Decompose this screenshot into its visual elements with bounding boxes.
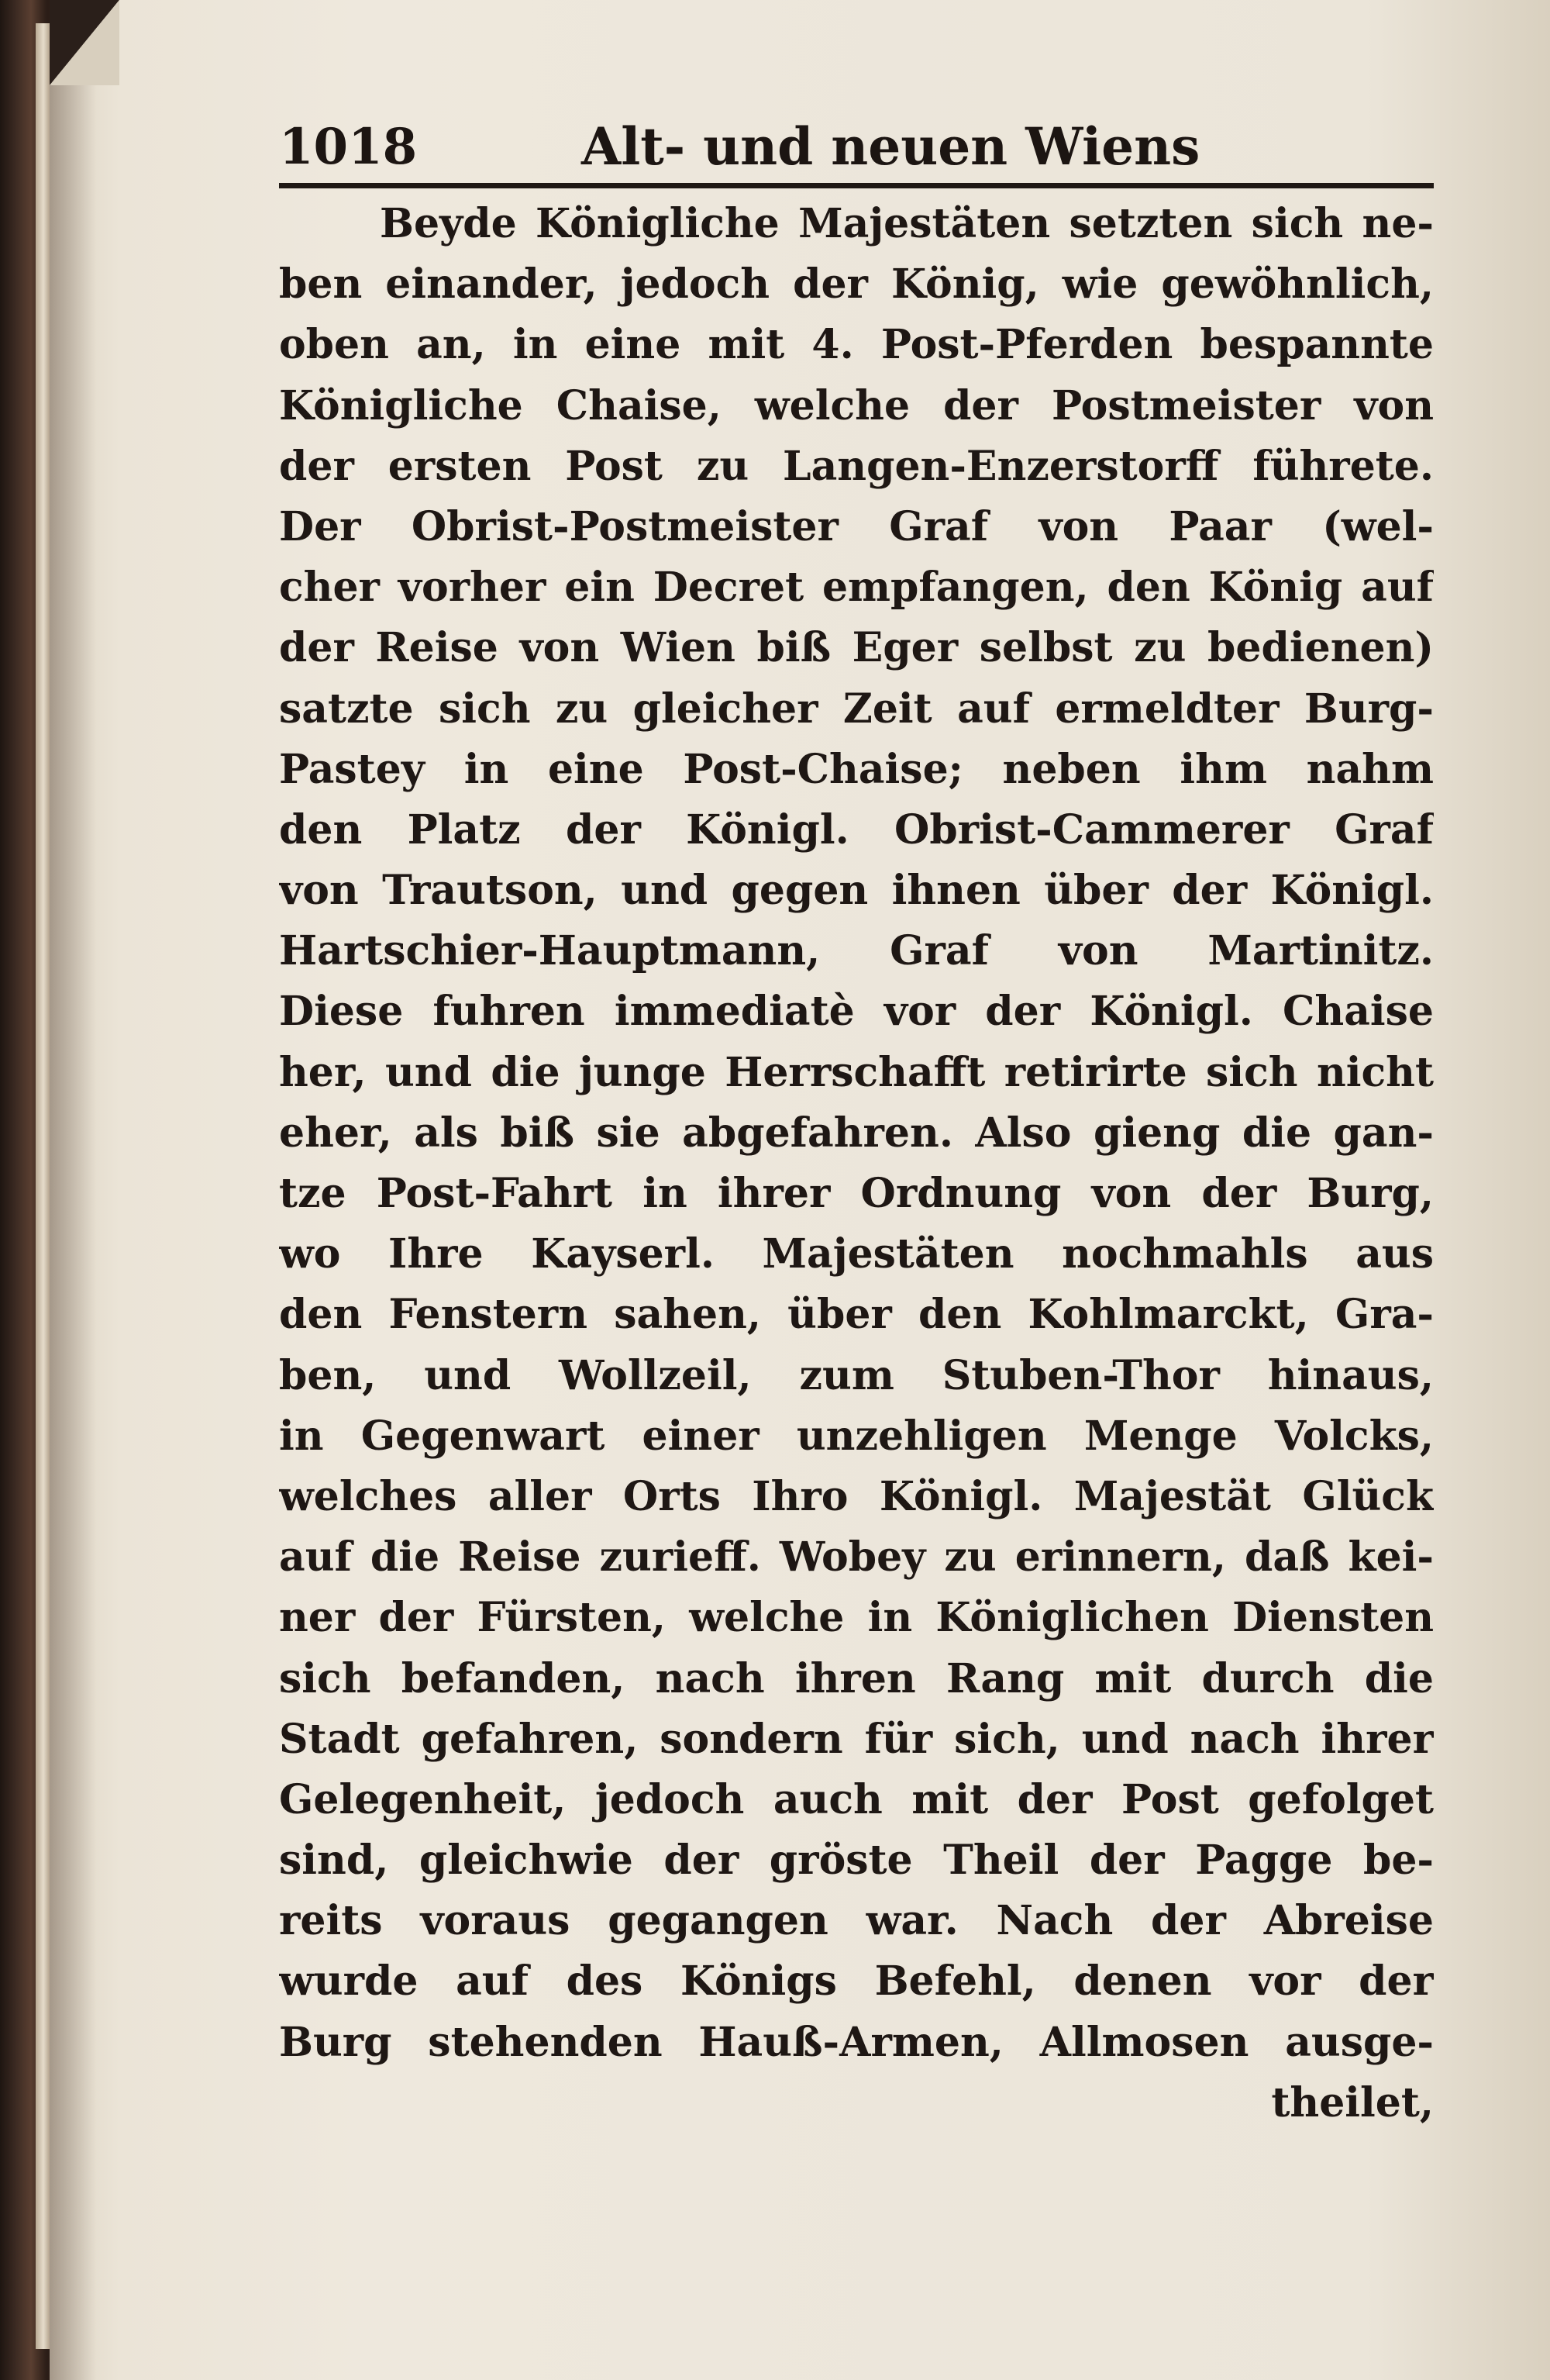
text-line: her, und die junge Herrschafft retirirte sich nicht bbox=[279, 1048, 1434, 1096]
text-line: den Platz der Königl. Obrist-Cammerer Graf bbox=[279, 805, 1434, 854]
text-line: reits voraus gegangen war. Nach der Abreise bbox=[279, 1897, 1434, 1945]
text-line: tze Post-Fahrt in ihrer Ordnung von der Burg, bbox=[279, 1170, 1434, 1217]
body-text bbox=[279, 194, 1434, 2133]
text-line: von Trautson, und gegen ihnen über der Königl. bbox=[279, 867, 1434, 915]
text-line: Hartschier-Hauptmann, Graf von Martinitz. bbox=[279, 927, 1434, 975]
text-line: Burg stehenden Hauß-Armen, Allmosen ausge- bbox=[279, 2018, 1434, 2066]
text-line: auf die Reise zurieff. Wobey zu erinnern, daß kei- bbox=[279, 1533, 1434, 1581]
text-line: satzte sich zu gleicher Zeit auf ermeldter Burg- bbox=[279, 685, 1434, 733]
text-line: Gelegenheit, jedoch auch mit der Post gefolget bbox=[279, 1775, 1434, 1823]
text-line: oben an, in eine mit 4. Post-Pferden bespannte bbox=[279, 321, 1434, 369]
text-line: in Gegenwart einer unzehligen Menge Volcks, bbox=[279, 1412, 1434, 1460]
text-line: ben einander, jedoch der König, wie gewöhnlich, bbox=[279, 260, 1434, 309]
page-header bbox=[279, 107, 1434, 185]
text-line: der ersten Post zu Langen-Enzerstorff führete. bbox=[279, 442, 1434, 490]
text-line: wurde auf des Königs Befehl, denen vor der bbox=[279, 1957, 1434, 2006]
text-line: sich befanden, nach ihren Rang mit durch die bbox=[279, 1654, 1434, 1702]
text-line: Königliche Chaise, welche der Postmeister von bbox=[279, 381, 1434, 429]
text-line: Beyde Königliche Majestäten setzten sich ne- bbox=[380, 200, 1434, 247]
text-line: welches aller Orts Ihro Königl. Majestät Glück bbox=[279, 1472, 1434, 1520]
text-line: ner der Fürsten, welche in Königlichen Diensten bbox=[279, 1594, 1434, 1642]
text-line: wo Ihre Kayserl. Majestäten nochmahls aus bbox=[279, 1230, 1434, 1278]
text-line: Stadt gefahren, sondern für sich, und nach ihrer bbox=[279, 1715, 1434, 1763]
text-line: sind, gleichwie der gröste Theil der Pagge be- bbox=[279, 1837, 1434, 1885]
page-edge bbox=[36, 23, 51, 2349]
running-title: Alt- und neuen Wiens bbox=[581, 116, 1200, 177]
page-number: 1018 bbox=[279, 118, 418, 176]
text-line: ben, und Wollzeil, zum Stuben-Thor hinaus, bbox=[279, 1351, 1434, 1399]
catchword: theilet, bbox=[1271, 2078, 1434, 2126]
text-line: Der Obrist-Postmeister Graf von Paar (wel- bbox=[279, 502, 1434, 550]
text-line: der Reise von Wien biß Eger selbst zu bedienen) bbox=[279, 624, 1434, 672]
header-rule bbox=[279, 183, 1434, 188]
dog-ear-fold bbox=[50, 0, 119, 85]
text-line: eher, als biß sie abgefahren. Also gieng die gan- bbox=[279, 1109, 1434, 1157]
text-line: Diese fuhren immediatè vor der Königl. Chaise bbox=[279, 988, 1434, 1036]
spine-shadow bbox=[50, 0, 96, 2380]
text-line: cher vorher ein Decret empfangen, den König auf bbox=[279, 564, 1434, 612]
text-line: den Fenstern sahen, über den Kohlmarckt, Gra- bbox=[279, 1291, 1434, 1339]
text-line: Pastey in eine Post-Chaise; neben ihm nahm bbox=[279, 745, 1434, 793]
